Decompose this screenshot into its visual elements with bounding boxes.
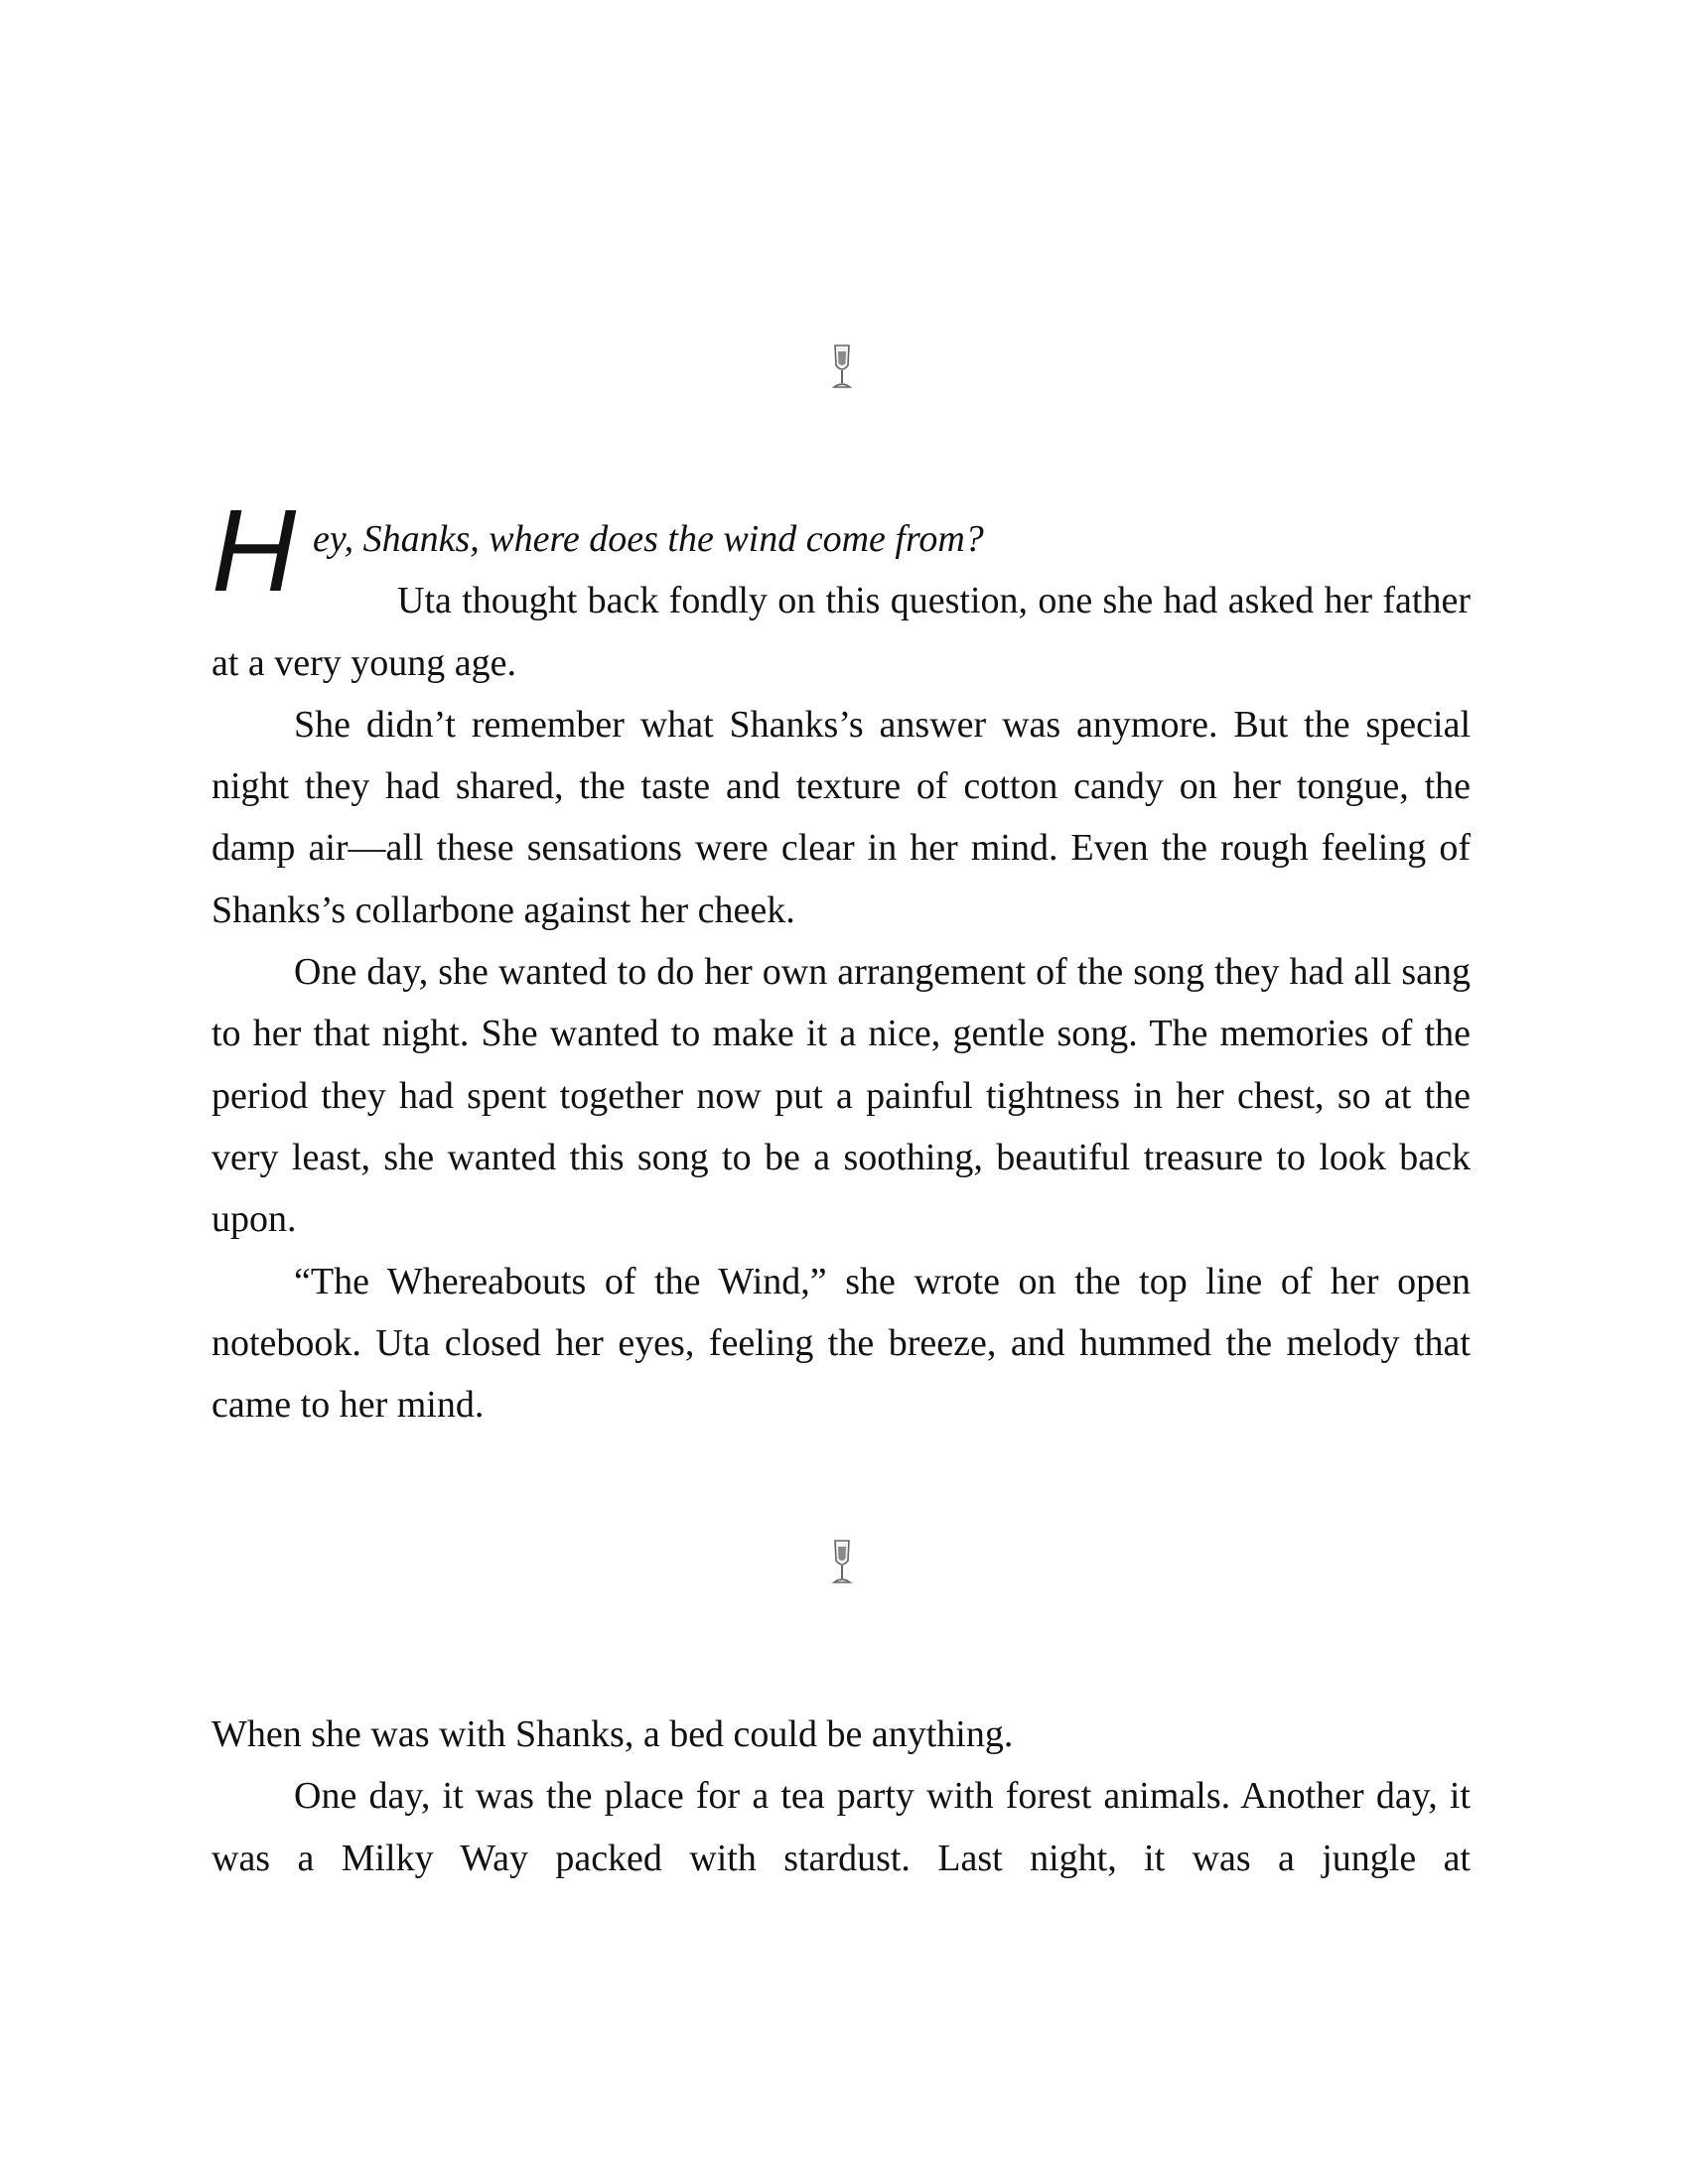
- paragraph: She didn’t remember what Shanks’s answer was anymore. But the special night they had shared, the taste and texture of cotton candy on her tongue, the damp air—all these sensations were clear in her mind. Even the rough feeling of Shanks’s collarbone against her cheek.: [211, 703, 1471, 931]
- paragraph: One day, she wanted to do her own arrangement of the song they had all sang to her that night. She wanted to make it a nice, gentle song. The memories of the period they had spent together now put a painful tightness in her chest, so at the very least, she wanted this song to be a soothing, beautiful treasure to look back upon.: [211, 951, 1471, 1241]
- paragraph: When she was with Shanks, a bed could be anything.: [211, 1713, 1014, 1755]
- section-two: [211, 1704, 1471, 1889]
- wine-glass-icon: [830, 1539, 854, 1586]
- drop-cap: H: [211, 485, 297, 616]
- opening-italic-text: ey, Shanks, where does the wind come from?: [313, 518, 984, 560]
- section-one: [211, 485, 1471, 1435]
- paragraph: Uta thought back fondly on this question, one she had asked her father at a very young age.: [211, 580, 1471, 684]
- paragraph: “The Whereabouts of the Wind,” she wrote on the top line of her open notebook. Uta closed her eyes, feeling the breeze, and hummed the melody that came to her mind.: [211, 1260, 1471, 1427]
- paragraph: One day, it was the place for a tea party with forest animals. Another day, it was a Milky Way packed with stardust. Last night, it was a jungle at: [211, 1775, 1471, 1879]
- wine-glass-icon: [830, 343, 854, 391]
- opening-line: [211, 485, 1471, 616]
